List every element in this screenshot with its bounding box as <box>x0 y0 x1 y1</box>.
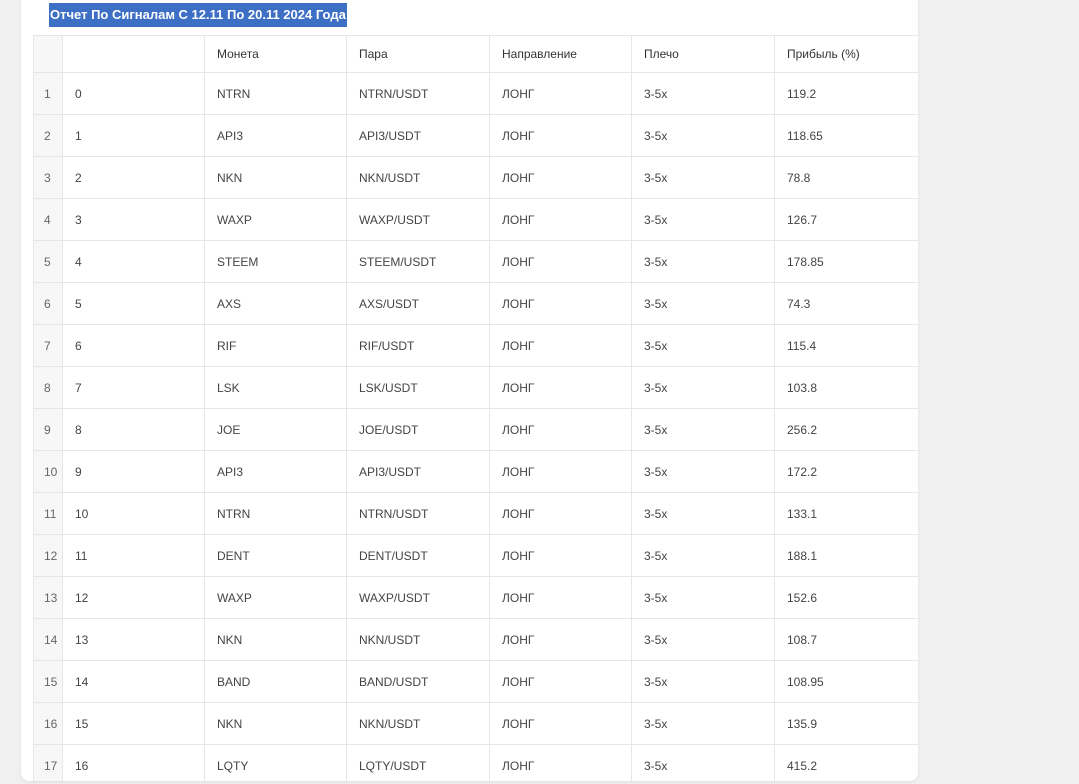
cell-direction: ЛОНГ <box>490 619 632 661</box>
cell-pair: JOE/USDT <box>347 409 490 451</box>
cell-number: 4 <box>63 241 205 283</box>
cell-coin: LQTY <box>205 745 347 782</box>
table-row[interactable] <box>34 157 919 199</box>
cell-coin: NTRN <box>205 73 347 115</box>
cell-row-index: 1 <box>34 73 63 115</box>
cell-direction: ЛОНГ <box>490 115 632 157</box>
cell-pair: WAXP/USDT <box>347 199 490 241</box>
cell-number: 10 <box>63 493 205 535</box>
cell-direction: ЛОНГ <box>490 409 632 451</box>
cell-leverage: 3-5x <box>632 493 775 535</box>
cell-number: 0 <box>63 73 205 115</box>
cell-row-index: 6 <box>34 283 63 325</box>
cell-pair: NTRN/USDT <box>347 493 490 535</box>
cell-row-index: 8 <box>34 367 63 409</box>
cell-profit: 172.2 <box>775 451 919 493</box>
cell-row-index: 12 <box>34 535 63 577</box>
signals-table-wrapper <box>33 35 918 781</box>
cell-number: 16 <box>63 745 205 782</box>
cell-direction: ЛОНГ <box>490 451 632 493</box>
cell-profit: 78.8 <box>775 157 919 199</box>
cell-pair: NKN/USDT <box>347 619 490 661</box>
cell-leverage: 3-5x <box>632 619 775 661</box>
cell-coin: WAXP <box>205 577 347 619</box>
cell-leverage: 3-5x <box>632 661 775 703</box>
cell-direction: ЛОНГ <box>490 535 632 577</box>
cell-pair: DENT/USDT <box>347 535 490 577</box>
cell-direction: ЛОНГ <box>490 73 632 115</box>
cell-row-index: 9 <box>34 409 63 451</box>
cell-direction: ЛОНГ <box>490 661 632 703</box>
cell-number: 8 <box>63 409 205 451</box>
cell-row-index: 3 <box>34 157 63 199</box>
cell-profit: 108.7 <box>775 619 919 661</box>
table-row[interactable] <box>34 367 919 409</box>
table-row[interactable] <box>34 703 919 745</box>
cell-coin: NKN <box>205 157 347 199</box>
cell-profit: 152.6 <box>775 577 919 619</box>
cell-profit: 108.95 <box>775 661 919 703</box>
cell-number: 1 <box>63 115 205 157</box>
cell-direction: ЛОНГ <box>490 703 632 745</box>
table-row[interactable] <box>34 577 919 619</box>
cell-coin: API3 <box>205 451 347 493</box>
cell-coin: JOE <box>205 409 347 451</box>
cell-number: 14 <box>63 661 205 703</box>
cell-coin: BAND <box>205 661 347 703</box>
cell-profit: 135.9 <box>775 703 919 745</box>
signals-table <box>33 35 918 781</box>
table-body <box>34 73 919 782</box>
cell-pair: NTRN/USDT <box>347 73 490 115</box>
header-pair[interactable]: Пара <box>347 36 490 73</box>
header-leverage[interactable]: Плечо <box>632 36 775 73</box>
cell-profit: 178.85 <box>775 241 919 283</box>
report-title[interactable]: Отчет По Сигналам С 12.11 По 20.11 2024 Года <box>49 3 347 27</box>
cell-row-index: 10 <box>34 451 63 493</box>
cell-pair: WAXP/USDT <box>347 577 490 619</box>
cell-direction: ЛОНГ <box>490 241 632 283</box>
cell-row-index: 4 <box>34 199 63 241</box>
cell-profit: 133.1 <box>775 493 919 535</box>
cell-pair: RIF/USDT <box>347 325 490 367</box>
cell-leverage: 3-5x <box>632 409 775 451</box>
cell-pair: LSK/USDT <box>347 367 490 409</box>
report-card <box>21 0 918 781</box>
cell-profit: 119.2 <box>775 73 919 115</box>
cell-coin: RIF <box>205 325 347 367</box>
header-coin[interactable]: Монета <box>205 36 347 73</box>
cell-direction: ЛОНГ <box>490 493 632 535</box>
table-row[interactable] <box>34 409 919 451</box>
cell-profit: 118.65 <box>775 115 919 157</box>
cell-profit: 115.4 <box>775 325 919 367</box>
cell-coin: API3 <box>205 115 347 157</box>
cell-leverage: 3-5x <box>632 535 775 577</box>
cell-leverage: 3-5x <box>632 745 775 782</box>
cell-number: 5 <box>63 283 205 325</box>
cell-leverage: 3-5x <box>632 115 775 157</box>
report-title-wrapper <box>49 3 347 27</box>
cell-pair: API3/USDT <box>347 115 490 157</box>
cell-leverage: 3-5x <box>632 73 775 115</box>
cell-direction: ЛОНГ <box>490 157 632 199</box>
cell-profit: 74.3 <box>775 283 919 325</box>
cell-coin: AXS <box>205 283 347 325</box>
cell-row-index: 5 <box>34 241 63 283</box>
cell-pair: BAND/USDT <box>347 661 490 703</box>
header-row <box>34 36 919 73</box>
cell-direction: ЛОНГ <box>490 283 632 325</box>
cell-coin: NKN <box>205 619 347 661</box>
cell-coin: LSK <box>205 367 347 409</box>
table-row[interactable] <box>34 241 919 283</box>
cell-direction: ЛОНГ <box>490 325 632 367</box>
table-row[interactable] <box>34 619 919 661</box>
cell-profit: 126.7 <box>775 199 919 241</box>
header-direction[interactable]: Направление <box>490 36 632 73</box>
cell-row-index: 15 <box>34 661 63 703</box>
cell-pair: NKN/USDT <box>347 703 490 745</box>
cell-direction: ЛОНГ <box>490 199 632 241</box>
cell-number: 9 <box>63 451 205 493</box>
cell-coin: DENT <box>205 535 347 577</box>
cell-direction: ЛОНГ <box>490 367 632 409</box>
cell-row-index: 14 <box>34 619 63 661</box>
table-row[interactable] <box>34 325 919 367</box>
cell-number: 2 <box>63 157 205 199</box>
cell-leverage: 3-5x <box>632 283 775 325</box>
cell-pair: AXS/USDT <box>347 283 490 325</box>
header-number[interactable] <box>63 36 205 73</box>
table-row[interactable] <box>34 73 919 115</box>
cell-pair: API3/USDT <box>347 451 490 493</box>
cell-direction: ЛОНГ <box>490 577 632 619</box>
cell-leverage: 3-5x <box>632 367 775 409</box>
table-header <box>34 36 919 73</box>
cell-row-index: 16 <box>34 703 63 745</box>
cell-number: 6 <box>63 325 205 367</box>
cell-number: 3 <box>63 199 205 241</box>
header-row-index <box>34 36 63 73</box>
table-row[interactable] <box>34 451 919 493</box>
cell-coin: STEEM <box>205 241 347 283</box>
table-row[interactable] <box>34 661 919 703</box>
cell-coin: NTRN <box>205 493 347 535</box>
cell-profit: 103.8 <box>775 367 919 409</box>
cell-leverage: 3-5x <box>632 199 775 241</box>
table-row[interactable] <box>34 115 919 157</box>
cell-pair: NKN/USDT <box>347 157 490 199</box>
cell-leverage: 3-5x <box>632 577 775 619</box>
cell-pair: STEEM/USDT <box>347 241 490 283</box>
table-row[interactable] <box>34 535 919 577</box>
cell-leverage: 3-5x <box>632 241 775 283</box>
table-row[interactable] <box>34 199 919 241</box>
cell-number: 7 <box>63 367 205 409</box>
cell-leverage: 3-5x <box>632 451 775 493</box>
cell-row-index: 7 <box>34 325 63 367</box>
cell-leverage: 3-5x <box>632 157 775 199</box>
cell-row-index: 13 <box>34 577 63 619</box>
cell-row-index: 17 <box>34 745 63 782</box>
cell-profit: 188.1 <box>775 535 919 577</box>
cell-row-index: 11 <box>34 493 63 535</box>
cell-pair: LQTY/USDT <box>347 745 490 782</box>
cell-profit: 415.2 <box>775 745 919 782</box>
cell-number: 13 <box>63 619 205 661</box>
cell-leverage: 3-5x <box>632 703 775 745</box>
cell-number: 12 <box>63 577 205 619</box>
cell-leverage: 3-5x <box>632 325 775 367</box>
cell-number: 11 <box>63 535 205 577</box>
cell-row-index: 2 <box>34 115 63 157</box>
cell-coin: WAXP <box>205 199 347 241</box>
cell-coin: NKN <box>205 703 347 745</box>
cell-number: 15 <box>63 703 205 745</box>
table-row[interactable] <box>34 283 919 325</box>
cell-direction: ЛОНГ <box>490 745 632 782</box>
header-profit[interactable]: Прибыль (%) <box>775 36 919 73</box>
table-row[interactable] <box>34 493 919 535</box>
table-row[interactable] <box>34 745 919 782</box>
cell-profit: 256.2 <box>775 409 919 451</box>
